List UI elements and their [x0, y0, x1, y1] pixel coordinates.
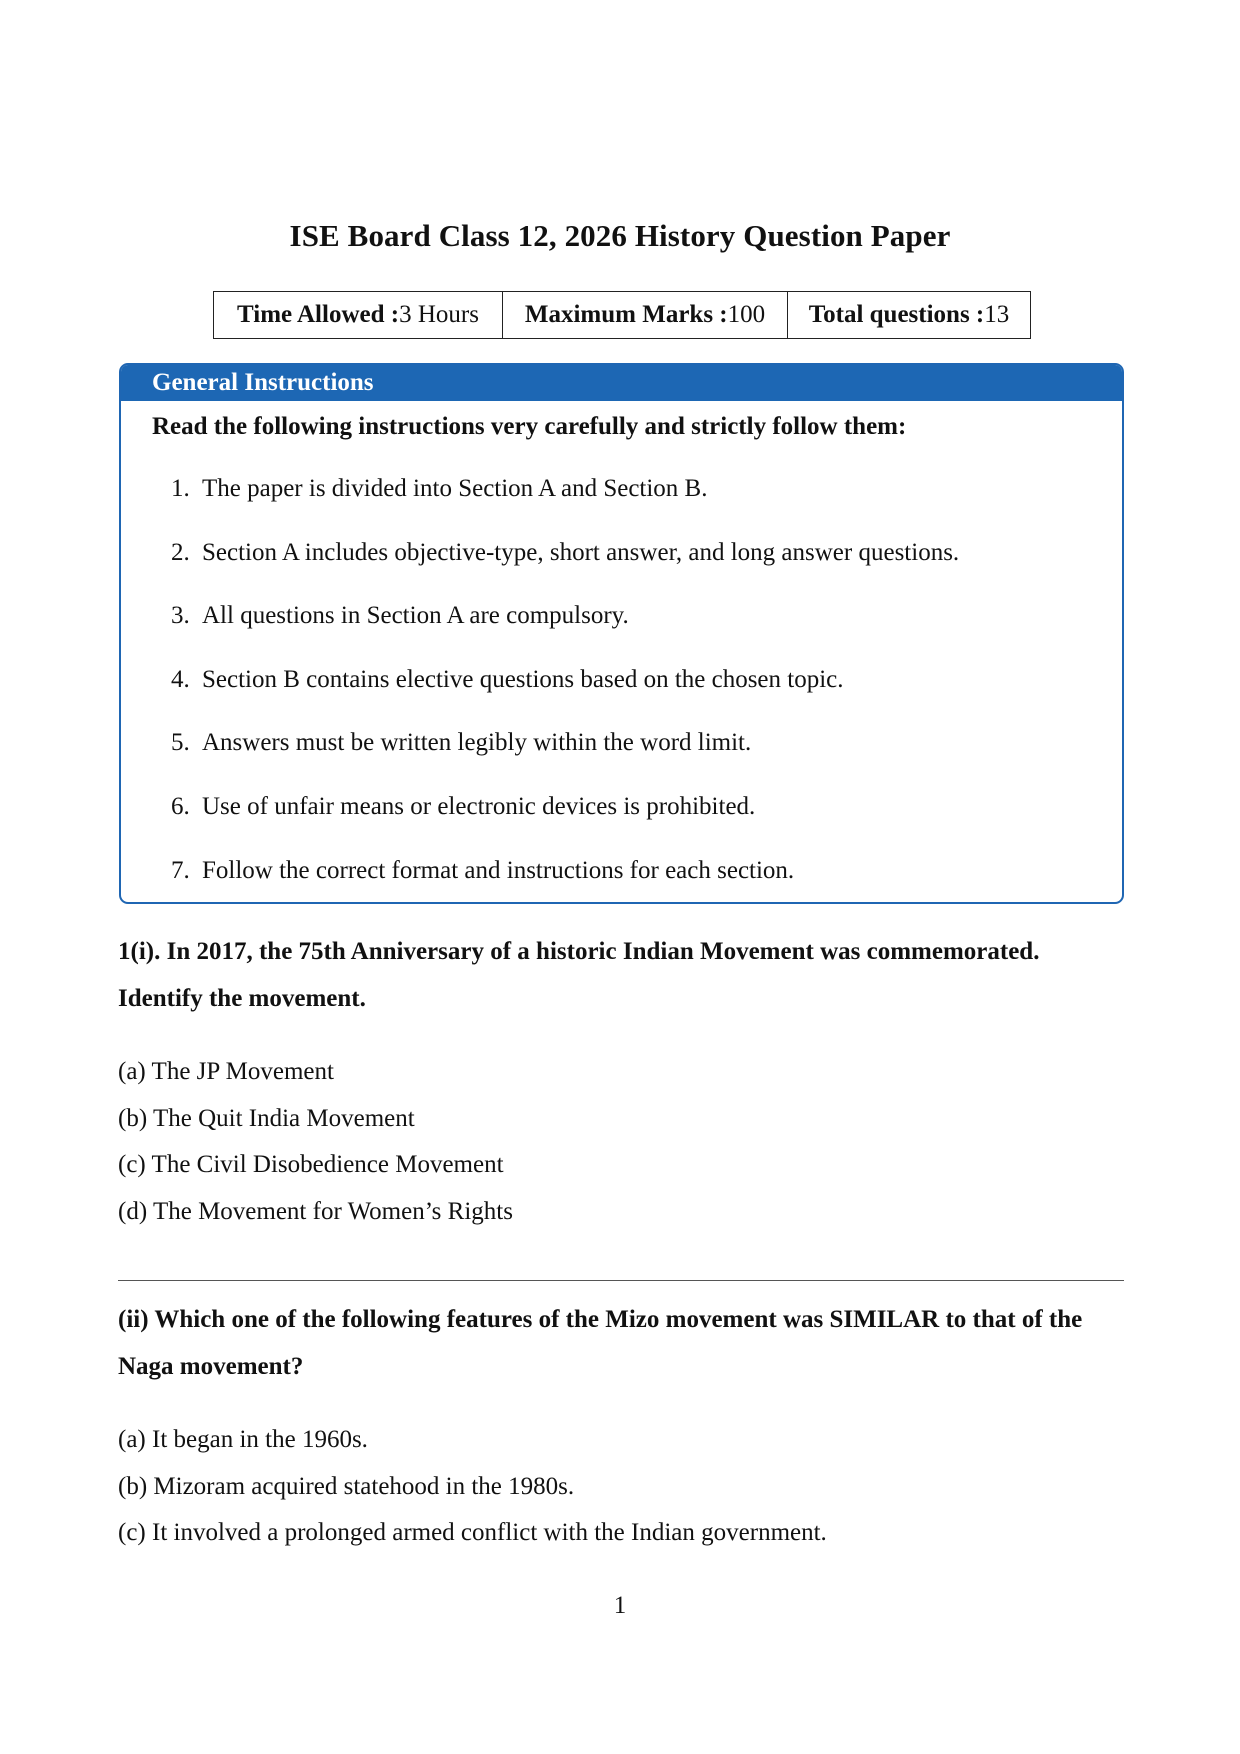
question-1-ii: (ii) Which one of the following features of the Mizo movement was SIMILAR to that of the Naga movement? — [118, 1306, 1083, 1380]
total-questions-label: Total questions : — [808, 301, 985, 328]
instruction-item: 4. Section B contains elective questions based on the chosen topic. — [171, 665, 844, 693]
instruction-item: 7. Follow the correct format and instructions for each section. — [171, 856, 795, 884]
option-item: (a) The JP Movement — [118, 1058, 334, 1085]
page-number: 1 — [613, 1592, 627, 1619]
general-instructions-header: General Instructions — [121, 365, 1122, 401]
instruction-item: 3. All questions in Section A are compulsory. — [171, 602, 629, 630]
time-allowed-cell — [214, 292, 502, 338]
total-questions-value: 13 — [984, 301, 1010, 328]
time-allowed-label: Time Allowed : — [237, 301, 400, 328]
page-title: ISE Board Class 12, 2026 History Question Paper — [289, 218, 951, 253]
option-item: (b) Mizoram acquired statehood in the 1980s. — [118, 1472, 575, 1500]
maximum-marks-label: Maximum Marks : — [524, 301, 728, 328]
instruction-item: 1. The paper is divided into Section A and Section B. — [171, 475, 708, 502]
option-item: (b) The Quit India Movement — [118, 1104, 415, 1132]
question-1-ii-options — [118, 1426, 827, 1566]
instructions-lead: Read the following instructions very carefully and strictly follow them: — [152, 413, 907, 440]
exam-info-table — [213, 291, 1031, 339]
instruction-item: 6. Use of unfair means or electronic devices is prohibited. — [171, 792, 756, 820]
option-item: (c) It involved a prolonged armed conflict with the Indian government. — [118, 1519, 827, 1546]
maximum-marks-cell — [502, 292, 787, 338]
question-1-i-options — [118, 1058, 513, 1244]
general-instructions-box — [119, 363, 1124, 904]
option-item: (a) It began in the 1960s. — [118, 1426, 368, 1453]
instruction-item: 5. Answers must be written legibly within the word limit. — [171, 729, 752, 757]
total-questions-cell — [787, 292, 1030, 338]
question-divider — [118, 1280, 1124, 1281]
instructions-list — [171, 475, 959, 904]
option-item: (c) The Civil Disobedience Movement — [118, 1151, 504, 1178]
time-allowed-value: 3 Hours — [399, 301, 479, 328]
question-1-i: 1(i). In 2017, the 75th Anniversary of a historic Indian Movement was commemorated. Identify the movement. — [118, 938, 1040, 1012]
option-item: (d) The Movement for Women’s Rights — [118, 1197, 513, 1225]
instruction-item: 2. Section A includes objective-type, short answer, and long answer questions. — [171, 538, 960, 566]
maximum-marks-value: 100 — [727, 301, 766, 328]
